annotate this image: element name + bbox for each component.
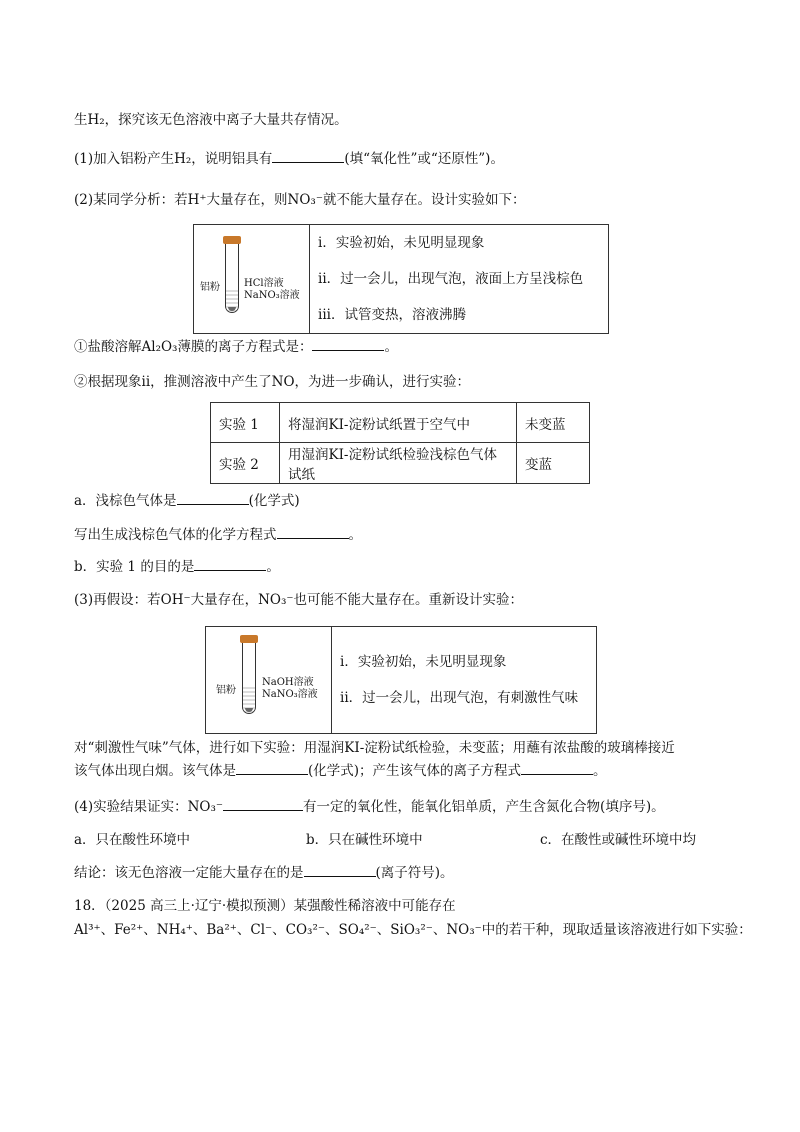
observation-item: ii．过一会儿，出现气泡，有刺激性气味	[340, 690, 579, 706]
answer-blank[interactable]	[272, 148, 344, 163]
conclusion	[74, 862, 454, 883]
naoh-solution-label: NaOH溶液	[262, 677, 314, 688]
answer-blank[interactable]	[223, 796, 303, 811]
table-cell: 用湿润KI-淀粉试纸检验浅棕色气体试纸	[280, 443, 517, 484]
question-a-suffix: (化学式)	[248, 493, 300, 509]
table-cell: 未变蓝	[517, 403, 590, 443]
observation-item: i．实验初始，未见明显现象	[318, 235, 485, 251]
answer-blank[interactable]	[194, 556, 266, 571]
question-1-suffix: (填“氧化性”或“还原性”)。	[344, 151, 504, 167]
question-4-text: (4)实验结果证实：NO₃⁻	[74, 799, 224, 815]
question-3: (3)再假设：若OH⁻大量存在，NO₃⁻也可能不能大量存在。重新设计实验：	[74, 592, 524, 608]
sub-question-1-suffix: 。	[384, 339, 398, 355]
question-4	[74, 796, 665, 817]
kI-test-table	[210, 402, 590, 484]
option-b[interactable]: b．只在碱性环境中	[306, 832, 423, 848]
question-b-text: b．实验 1 的目的是	[74, 559, 195, 575]
answer-blank[interactable]	[177, 490, 249, 505]
experiment-1-box	[193, 224, 609, 334]
table-cell: 实验 1	[211, 403, 280, 443]
question-a	[74, 490, 300, 511]
apparatus-cell	[206, 627, 332, 734]
observation-item: i．实验初始，未见明显现象	[340, 654, 507, 670]
experiment-2-box	[205, 626, 597, 734]
paragraph-gas-test-cont	[74, 760, 607, 781]
table-cell: 变蓝	[517, 443, 590, 484]
question-b-suffix: 。	[266, 559, 280, 575]
option-a[interactable]: a．只在酸性环境中	[74, 832, 191, 848]
option-c[interactable]: c．在酸性或碱性环境中均	[540, 832, 697, 848]
conclusion-suffix: (离子符号)。	[375, 865, 454, 881]
question-18-header: 18．（2025 高三上·辽宁·模拟预测）某强酸性稀溶液中可能存在	[74, 898, 456, 914]
sub-question-1	[74, 336, 398, 357]
gas-question-mid: (化学式)；产生该气体的离子方程式	[308, 763, 522, 779]
question-4-suffix: 有一定的氧化性，能氧化铝单质，产生含氮化合物(填序号)。	[303, 799, 665, 815]
question-a2	[74, 524, 362, 545]
question-1	[74, 148, 504, 169]
gas-question-suffix: 。	[593, 763, 607, 779]
apparatus-cell	[194, 225, 310, 334]
sub-question-1-text: ①盐酸溶解Al₂O₃薄膜的离子方程式是：	[74, 339, 313, 355]
table-cell: 实验 2	[211, 443, 280, 484]
aluminum-powder-label: 铝粉	[200, 282, 220, 293]
answer-blank[interactable]	[304, 862, 376, 877]
paragraph-gas-test: 对“刺激性气味”气体，进行如下实验：用湿润KI-淀粉试纸检验，未变蓝；用蘸有浓盐酸的玻璃棒接近	[74, 740, 675, 756]
observations-cell	[332, 627, 597, 734]
question-1-text: (1)加入铝粉产生H₂，说明铝具有	[74, 151, 273, 167]
nano3-solution-label: NaNO₃溶液	[262, 689, 318, 700]
answer-blank[interactable]	[521, 760, 593, 775]
hcl-solution-label: HCl溶液	[244, 278, 284, 289]
sub-question-2: ②根据现象ii，推测溶液中产生了NO，为进一步确认，进行实验：	[74, 374, 471, 390]
question-b	[74, 556, 280, 577]
table-cell: 将湿润KI-淀粉试纸置于空气中	[280, 403, 517, 443]
answer-blank[interactable]	[236, 760, 308, 775]
test-tube-figure	[206, 627, 331, 733]
observation-item: iii．试管变热，溶液沸腾	[318, 307, 466, 323]
question-a-text: a．浅棕色气体是	[74, 493, 177, 509]
nano3-solution-label: NaNO₃溶液	[244, 290, 300, 301]
observations-cell	[310, 225, 609, 334]
aluminum-powder-label: 铝粉	[216, 685, 236, 696]
conclusion-text: 结论：该无色溶液一定能大量存在的是	[74, 865, 304, 881]
answer-blank[interactable]	[312, 336, 384, 351]
question-a2-text: 写出生成浅棕色气体的化学方程式	[74, 527, 277, 543]
question-2: (2)某同学分析：若H⁺大量存在，则NO₃⁻就不能大量存在。设计实验如下：	[74, 192, 526, 208]
gas-question-text: 该气体出现白烟。该气体是	[74, 763, 236, 779]
table-row	[211, 403, 590, 443]
test-tube-figure	[194, 226, 309, 332]
question-a2-suffix: 。	[348, 527, 362, 543]
table-row	[211, 443, 590, 484]
text-line-h2-intro: 生H₂，探究该无色溶液中离子大量共存情况。	[74, 112, 348, 128]
question-18-ions: Al³⁺、Fe²⁺、NH₄⁺、Ba²⁺、Cl⁻、CO₃²⁻、SO₄²⁻、SiO₃²⁻、NO₃⁻中的若干种，现取适量该溶液进行如下实验：	[74, 922, 752, 938]
answer-blank[interactable]	[277, 524, 349, 539]
observation-item: ii．过一会儿，出现气泡，液面上方呈浅棕色	[318, 271, 584, 287]
